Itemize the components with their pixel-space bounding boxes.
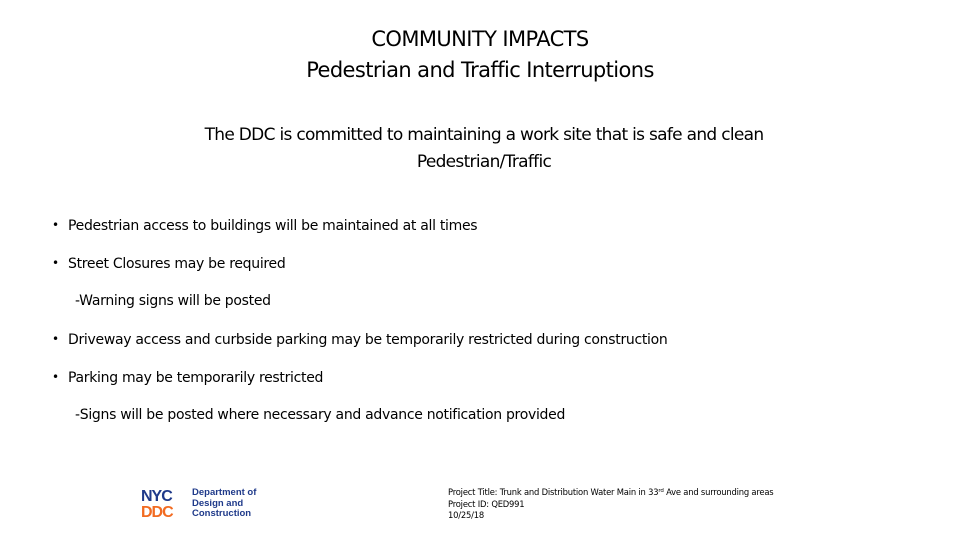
project-info xyxy=(448,486,773,522)
logo-mark-ddc: DDC xyxy=(141,504,173,521)
list-item-text: Parking may be temporarily restricted xyxy=(68,370,324,386)
commitment-topic: Pedestrian/Traffic xyxy=(416,152,552,172)
list-subitem xyxy=(52,290,932,328)
list-item-text: Pedestrian access to buildings will be maintained at all times xyxy=(68,218,478,234)
list-item-text: Driveway access and curbside parking may be temporarily restricted during construction xyxy=(68,332,668,348)
list-item xyxy=(52,328,932,366)
list-subitem-text: -Warning signs will be posted xyxy=(75,293,271,309)
commitment-block xyxy=(0,122,960,176)
title-block xyxy=(0,24,960,86)
project-title-label: Project Title: Trunk and Distribution Water Main in 33 xyxy=(448,487,659,497)
page-subtitle: Pedestrian and Traffic Interruptions xyxy=(306,58,654,82)
nyc-ddc-logo-mark xyxy=(140,486,190,522)
commitment-statement: The DDC is committed to maintaining a work site that is safe and clean xyxy=(204,125,764,145)
project-id: Project ID: QED991 xyxy=(448,498,525,509)
list-item xyxy=(52,214,932,252)
impact-list xyxy=(52,214,932,442)
logo-line: Design and xyxy=(192,497,244,509)
list-subitem xyxy=(52,404,932,442)
bullet: • xyxy=(52,370,59,384)
logo-line: Department of xyxy=(192,487,257,498)
list-item xyxy=(52,252,932,290)
logo-mark-nyc: NYC xyxy=(141,488,172,505)
logo-line: Construction xyxy=(192,508,252,519)
logo-agency-name xyxy=(192,488,256,520)
project-title-ordinal: rd xyxy=(658,488,664,494)
list-item xyxy=(52,366,932,404)
project-date: 10/25/18 xyxy=(448,510,485,520)
project-title-rest: Ave and surrounding areas xyxy=(663,487,774,497)
project-title xyxy=(448,486,773,499)
nyc-ddc-logo xyxy=(140,486,270,522)
bullet: • xyxy=(52,256,59,270)
page-title: COMMUNITY IMPACTS xyxy=(371,27,589,51)
list-item-text: Street Closures may be required xyxy=(68,256,286,272)
bullet: • xyxy=(52,332,59,346)
bullet: • xyxy=(52,218,59,232)
list-subitem-text: -Signs will be posted where necessary and advance notification provided xyxy=(75,407,566,423)
